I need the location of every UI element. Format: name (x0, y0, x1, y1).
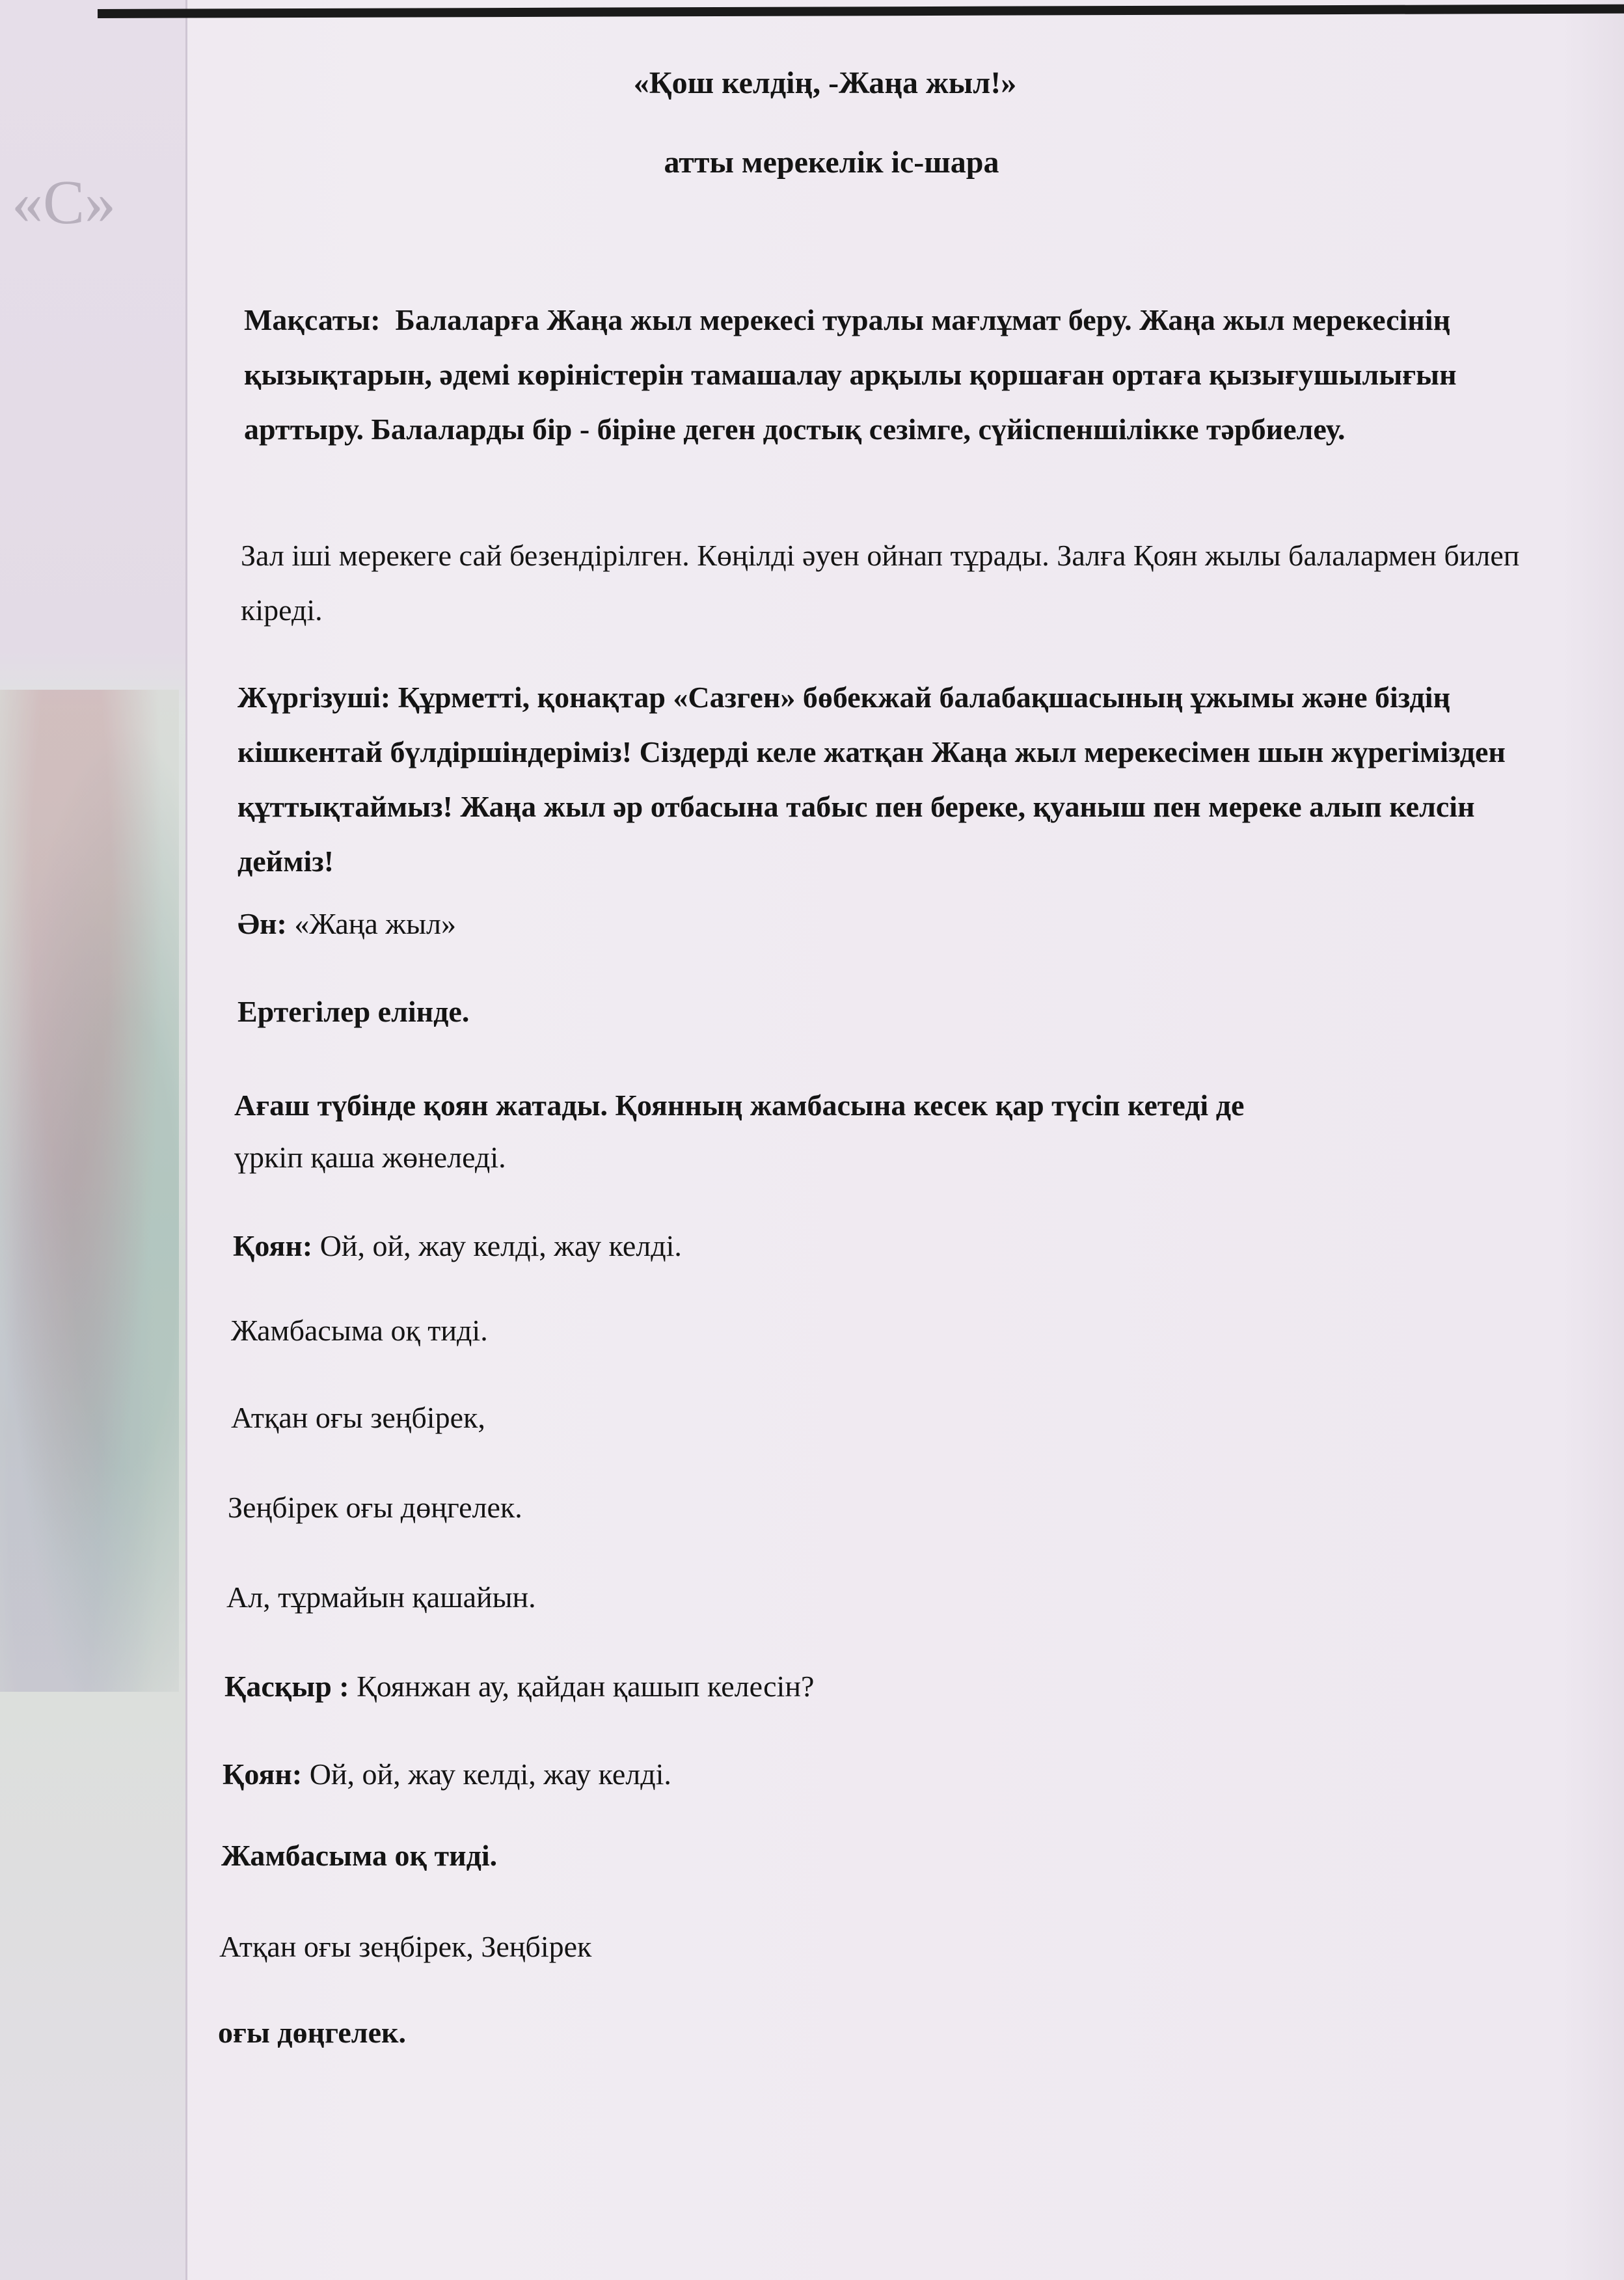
purpose-label: Мақсаты: (244, 303, 381, 336)
poem-line: Атқан оғы зеңбірек, (231, 1401, 485, 1434)
purpose-paragraph (244, 293, 1545, 457)
rabbit-text: Ой, ой, жау келді, жау келді. (309, 1758, 671, 1791)
poem2-line: Жамбасыма оқ тиді. (221, 1839, 498, 1872)
narration-line-1: Ағаш түбінде қоян жатады. Қоянның жамбасына кесек қар түсіп кетеді де (234, 1089, 1245, 1122)
document-subtitle: атты мерекелік іс-шара (664, 145, 999, 180)
host-text: Құрметті, қонақтар «Сазген» бөбекжай балабақшасының ұжымы және біздің кішкентай бүлдіршіндеріміз! Сіздерді келе жатқан Жаңа жыл мерекесімен шын жүрегімізден құттықтаймыз! Жаңа жыл әр отбасына табыс пен береке, қуаныш пен мереке алып келсін дейміз! (237, 681, 1506, 878)
fairy-tale-heading: Ертегілер елінде. (237, 995, 470, 1028)
narration-line-2: үркіп қаша жөнеледі. (234, 1141, 506, 1174)
song-title: «Жаңа жыл» (294, 907, 456, 940)
rabbit-label: Қоян: (223, 1758, 303, 1791)
poem-line: Зеңбірек оғы дөңгелек. (228, 1491, 522, 1524)
poem-line: Ал, тұрмайын қашайын. (226, 1581, 536, 1614)
rabbit-text: Ой, ой, жау келді, жау келді. (319, 1229, 682, 1262)
rabbit-label: Қоян: (233, 1229, 313, 1262)
wolf-text: Қоянжан ау, қайдан қашып келесін? (357, 1670, 815, 1703)
wolf-line (224, 1669, 814, 1703)
rabbit-line-2 (223, 1757, 671, 1791)
document-title: «Қош келдің, -Жаңа жыл!» (633, 66, 1017, 100)
song-label: Ән: (237, 907, 287, 940)
scene-description: Зал іші мерекеге сай безендірілген. Көңілді әуен ойнап тұрады. Залға Қоян жылы балалармен билеп кіреді. (241, 539, 1520, 627)
kindergarten-logo: «С» (12, 167, 116, 237)
rabbit-line-1 (233, 1228, 682, 1263)
host-speech (237, 670, 1545, 889)
wolf-label: Қасқыр : (224, 1670, 349, 1703)
poem-line: Жамбасыма оқ тиді. (231, 1314, 488, 1347)
poem2-line: Атқан оғы зеңбірек, Зеңбірек (219, 1930, 592, 1963)
purpose-text: Балаларға Жаңа жыл мерекесі туралы мағлұмат беру. Жаңа жыл мерекесінің қызықтарын, әдемі көріністерін тамашалау арқылы қоршаған ортаға қызығушылығын арттыру. Балаларды бір - біріне деген достық сезімге, сүйіспеншілікке тәрбиелеу. (244, 303, 1457, 446)
song-line (237, 906, 456, 941)
host-label: Жүргізуші: (237, 681, 391, 714)
poem2-line: оғы дөңгелек. (218, 2016, 407, 2049)
